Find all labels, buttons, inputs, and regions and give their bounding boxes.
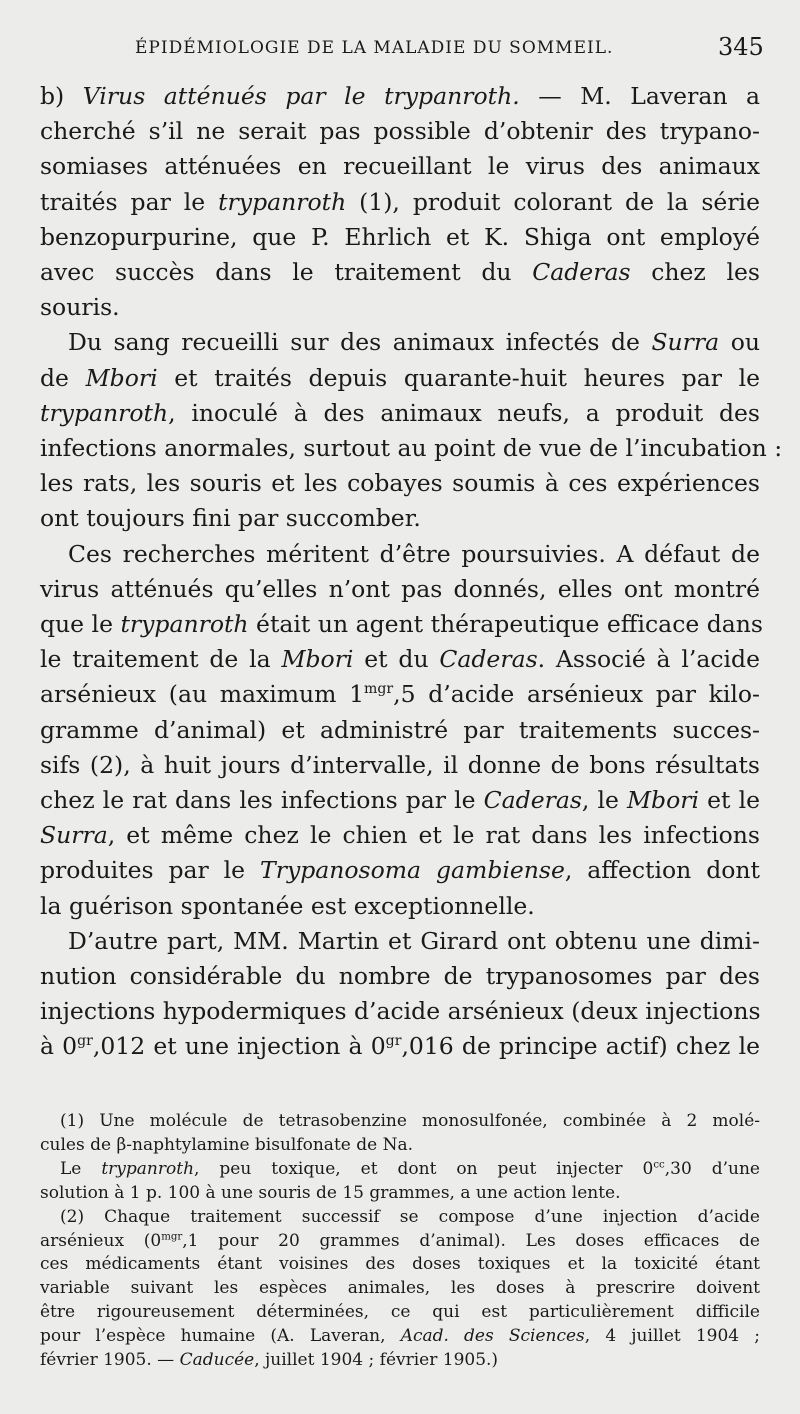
text-segment: cules de β-naphtylamine bisulfonate de Na. (40, 1134, 414, 1155)
body-line (40, 149, 760, 183)
text-segment: et le (699, 786, 760, 814)
body-line (40, 114, 760, 148)
text-segment: benzopurpurine, que P. Ehrlich et K. Shiga ont employé (40, 222, 760, 251)
text-segment: produites par le (40, 856, 261, 885)
text-segment: avec succès dans le traitement du (40, 258, 533, 286)
text-segment: infections anormales, surtout au point de vue de l’incubation : (40, 434, 783, 462)
body-line (40, 255, 760, 289)
text-segment: variable suivant les espèces animales, les doses à prescrire doivent (40, 1278, 760, 1299)
italic-text: trypanroth (218, 187, 347, 216)
text-segment: , 4 juillet 1904 ; (584, 1326, 760, 1347)
text-segment: ces médicaments étant voisines des doses toxiques et la toxicité étant (40, 1254, 760, 1275)
text-segment: la guérison spontanée est exceptionnelle. (40, 891, 535, 920)
body-line (40, 818, 760, 852)
body-line (40, 572, 760, 606)
italic-text: Caderas (532, 258, 631, 286)
text-segment: , et même chez le chien et le rat dans les infections (107, 821, 760, 850)
italic-text: Mbori (85, 363, 158, 392)
text-segment: , affection dont (564, 856, 760, 885)
italic-text: Surra (651, 328, 720, 357)
footnote-line (40, 1324, 760, 1348)
text-segment: de (40, 363, 86, 392)
footnote-line (40, 1133, 760, 1157)
italic-text: Virus atténués par le trypanroth. (82, 82, 520, 110)
body-line (40, 431, 783, 465)
body-line (40, 501, 760, 535)
text-segment: Le (60, 1158, 102, 1179)
italic-text: trypanroth (120, 610, 249, 638)
body-line (40, 361, 760, 395)
footnote-line (40, 1109, 760, 1133)
footnote-line (40, 1205, 760, 1229)
italic-text: Trypanosoma gambiense (260, 856, 565, 885)
text-segment: ,30 d’une (664, 1158, 760, 1179)
text-segment: D’autre part, MM. Martin et Girard ont obtenu une dimi- (68, 926, 760, 955)
body-line (40, 994, 760, 1028)
superscript-unit: gr (385, 1033, 402, 1050)
text-segment: le traitement de la (40, 645, 282, 674)
text-segment: nution considérable du nombre de trypanosomes par des (40, 962, 760, 990)
body-line (40, 290, 760, 324)
text-segment: Ces recherches méritent d’être poursuivies. A défaut de (68, 539, 760, 568)
footnote-line (40, 1276, 760, 1300)
body-line (40, 79, 760, 113)
text-segment: injections hypodermiques d’acide arsénieux (deux injections (40, 997, 761, 1026)
text-segment: était un agent thérapeutique efficace dans (248, 610, 763, 638)
italic-text: Mbori (281, 645, 354, 674)
superscript-unit: gr (77, 1033, 93, 1050)
body-line (40, 185, 760, 219)
italic-text: Surra (40, 821, 108, 850)
text-segment: chez le rat dans les infections par le (40, 786, 484, 814)
italic-text: Mbori (627, 786, 700, 814)
body-line (40, 325, 760, 359)
text-segment: (2) Chaque traitement successif se compose d’une injection d’acide (60, 1206, 760, 1227)
footnote-line (40, 1181, 760, 1205)
body-line (40, 783, 760, 817)
text-segment: ,012 et une injection à 0 (92, 1032, 386, 1061)
text-segment: à 0 (40, 1032, 78, 1061)
text-segment: chez les (630, 258, 760, 286)
text-segment: ont toujours fini par succomber. (40, 504, 421, 533)
text-segment: cherché s’il ne serait pas possible d’obtenir des trypano- (40, 117, 760, 146)
body-line (40, 677, 760, 711)
text-segment: b) (40, 82, 83, 110)
text-segment: ou (719, 328, 760, 357)
text-segment: ,5 d’acide arsénieux par kilo- (393, 680, 760, 709)
text-segment: et traités depuis quarante-huit heures par le (157, 363, 761, 392)
text-segment: (1) Une molécule de tetrasobenzine monosulfonée, combinée à 2 molé- (60, 1111, 760, 1131)
superscript-unit: mgr (161, 1230, 183, 1242)
footnote-line (40, 1348, 760, 1372)
body-line (40, 924, 760, 958)
text-segment: arsénieux (au maximum 1 (40, 680, 365, 709)
text-segment: ,1 pour 20 grammes d’animal). Les doses efficaces de (182, 1230, 760, 1251)
text-segment: , le (581, 786, 627, 814)
text-segment: , inoculé à des animaux neufs, a produit des (168, 398, 760, 427)
body-line (40, 889, 760, 923)
text-segment: pour l’espèce humaine (A. Laveran, (40, 1326, 401, 1347)
text-segment: arsénieux (0 (40, 1230, 162, 1251)
text-segment: gramme d’animal) et administré par traitements succes- (40, 715, 760, 744)
body-line (40, 748, 760, 782)
body-line (40, 642, 760, 676)
text-segment: les rats, les souris et les cobayes soumis à ces expériences (40, 469, 760, 498)
page-number: 345 (718, 33, 764, 61)
running-title: ÉPIDÉMIOLOGIE DE LA MALADIE DU SOMMEIL. (135, 38, 614, 58)
text-segment: . Associé à l’acide (537, 645, 760, 674)
italic-text: trypanroth (40, 398, 169, 427)
body-line (40, 607, 763, 641)
italic-text: Caducée (179, 1350, 255, 1370)
superscript-unit: mgr (364, 681, 394, 698)
footnote-line (40, 1229, 760, 1253)
footnote-line (40, 1252, 760, 1276)
text-segment: , juillet 1904 ; février 1905.) (254, 1350, 499, 1370)
text-segment: somiases atténuées en recueillant le virus des animaux (40, 152, 760, 181)
body-line (40, 537, 760, 571)
text-segment: Du sang recueilli sur des animaux infectés de (68, 328, 652, 357)
superscript-unit: cc (653, 1159, 665, 1171)
text-segment: , peu toxique, et dont on peut injecter 0 (194, 1158, 654, 1179)
text-segment: et du (353, 645, 440, 674)
body-line (40, 853, 760, 887)
text-segment: sifs (2), à huit jours d’intervalle, il donne de bons résultats (40, 750, 760, 779)
text-segment: virus atténués qu’elles n’ont pas donnés, elles ont montré (40, 574, 760, 603)
body-line (40, 220, 760, 254)
text-segment: être rigoureusement déterminées, ce qui est particulièrement difficile (40, 1302, 760, 1323)
body-line (40, 396, 760, 430)
footnote-line (40, 1300, 760, 1324)
text-segment: — M. Laveran a (519, 82, 761, 110)
italic-text: Acad. des Sciences (400, 1326, 585, 1347)
body-line (40, 713, 760, 747)
body-line (40, 1029, 760, 1063)
italic-text: trypanroth (101, 1158, 195, 1179)
text-segment: que le (40, 610, 121, 638)
text-segment: février 1905. — (40, 1350, 180, 1370)
footnote-line (40, 1157, 760, 1181)
italic-text: Caderas (483, 786, 582, 814)
text-segment: (1), produit colorant de la série (346, 187, 760, 216)
text-segment: souris. (40, 293, 120, 322)
body-line (40, 959, 760, 993)
text-segment: traités par le (40, 187, 219, 216)
text-segment: solution à 1 p. 100 à une souris de 15 grammes, a une action lente. (40, 1182, 621, 1203)
italic-text: Caderas (439, 645, 538, 674)
body-line (40, 466, 760, 500)
text-segment: ,016 de principe actif) chez le (401, 1032, 760, 1061)
